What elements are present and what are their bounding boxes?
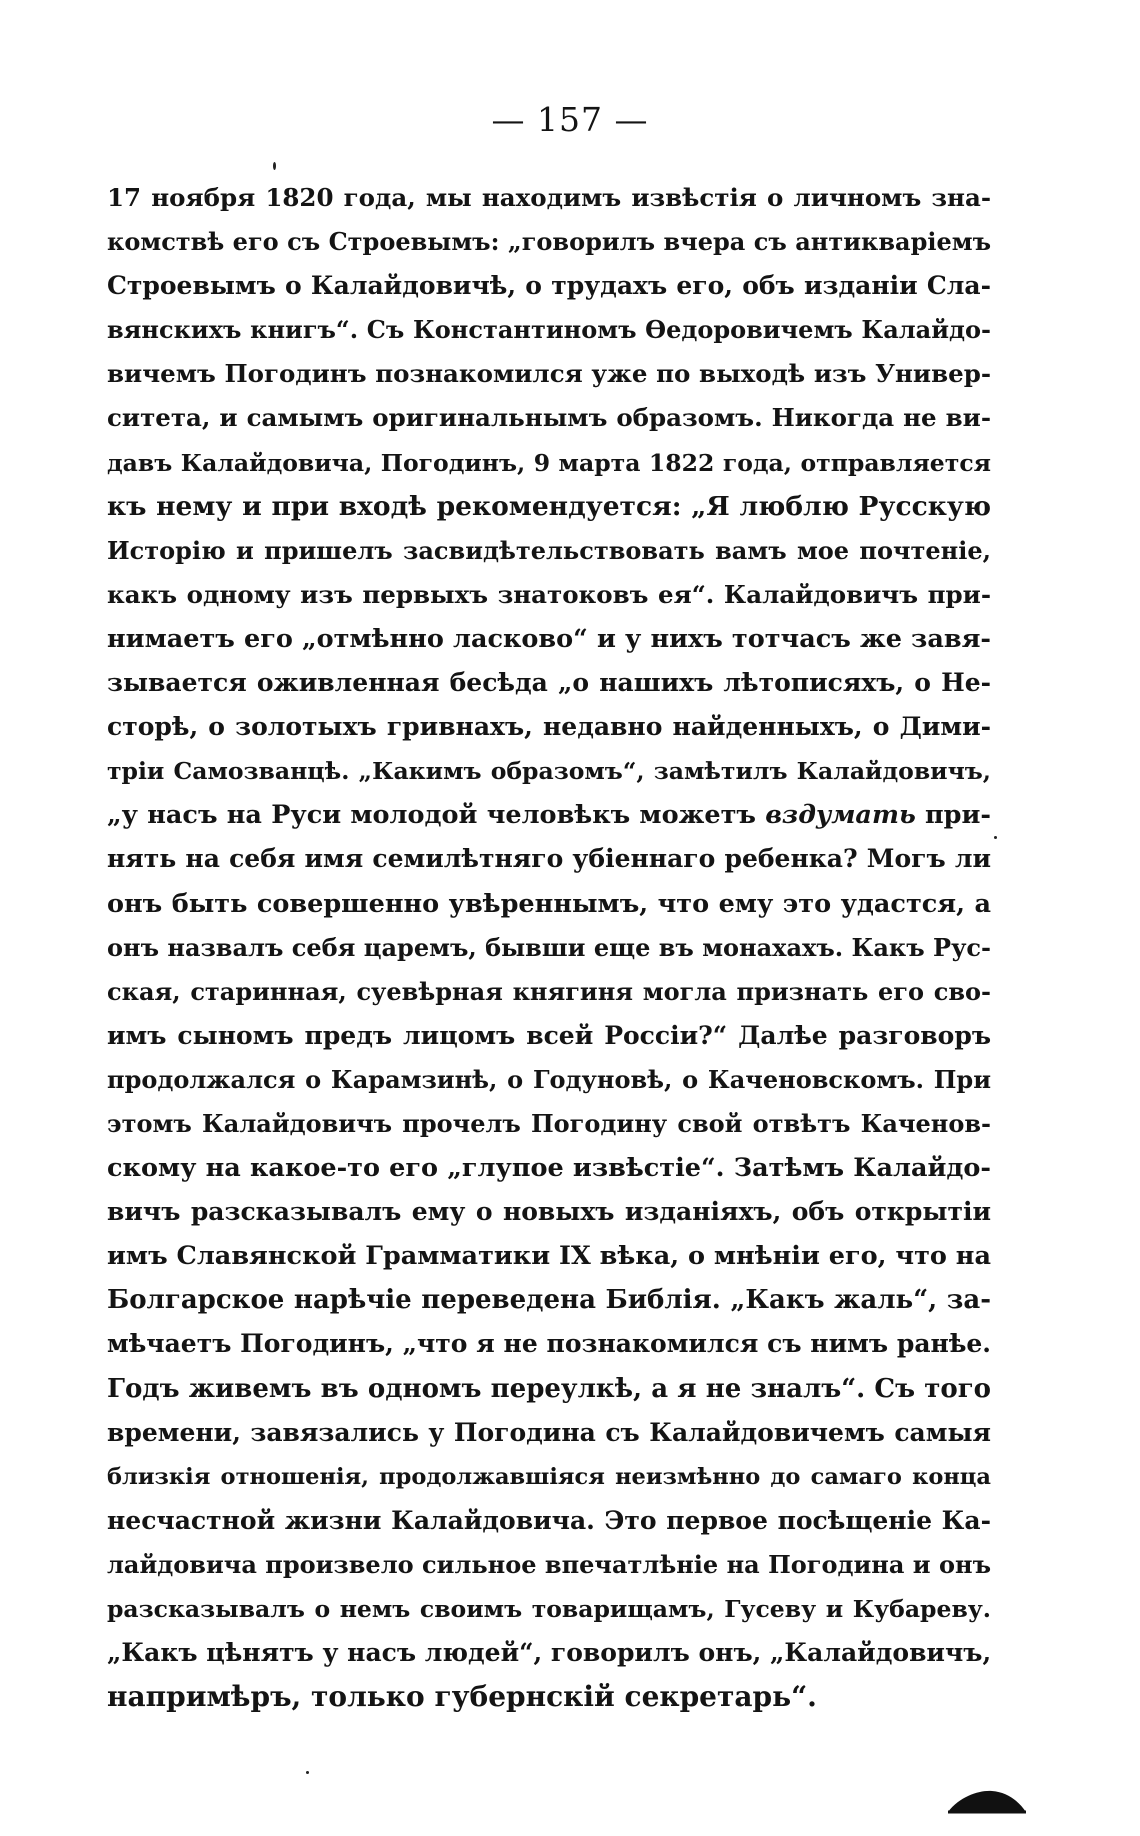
text-line-with-italic [107,793,991,837]
text-line: вичемъ Погодинъ познакомился уже по выходѣ изъ Универ- [107,359,991,389]
print-speck [273,162,276,170]
corner-ornament-icon [946,1788,1028,1814]
text-line: близкія отношенія, продолжавшіяся неизмѣнно до самаго конца [107,1463,991,1490]
text-line: тріи Самозванцѣ. „Какимъ образомъ“, замѣтилъ Калайдовичъ, [107,757,991,786]
text-line-last: напримѣръ, только губернскій секретарь“. [107,1680,817,1714]
text-line: скому на какое-то его „глупое извѣстіе“. Затѣмъ Калайдо- [107,1153,991,1184]
text-line: Строевымъ о Калайдовичѣ, о трудахъ его, объ изданіи Сла- [107,271,991,301]
text-line: „Какъ цѣнятъ у насъ людей“, говорилъ онъ, „Калайдовичъ, [107,1638,991,1668]
print-speck [994,836,997,839]
text-line: продолжался о Карамзинѣ, о Годуновѣ, о Каченовскомъ. При [107,1064,991,1094]
text-line: къ нему и при входѣ рекомендуется: „Я люблю Русскую [107,490,991,522]
text-line: имъ сыномъ предъ лицомъ всей Россіи?“ Далѣе разговоръ [107,1020,991,1050]
text-segment: „у насъ на Руси молодой человѣкъ можетъ [107,800,766,831]
text-line: времени, завязались у Погодина съ Калайдовичемъ самыя [107,1417,991,1447]
text-line: ская, старинная, суевѣрная княгиня могла признать его сво- [107,976,991,1006]
text-line: мѣчаетъ Погодинъ, „что я не познакомился съ нимъ ранѣе. [107,1329,991,1359]
text-line: ситета, и самымъ оригинальнымъ образомъ. Никогда не ви- [107,403,991,433]
text-segment: при- [915,800,991,831]
text-line: вянскихъ книгъ“. Съ Константиномъ Ѳедоровичемъ Калайдо- [107,315,991,345]
print-speck [306,1771,309,1774]
text-line: зывается оживленная бесѣда „о нашихъ лѣтописяхъ, о Не- [107,668,991,698]
text-line: Болгарское нарѣчіе переведена Библія. „Какъ жаль“, за- [107,1285,991,1316]
text-line: вичъ разсказывалъ ему о новыхъ изданіяхъ, объ открытіи [107,1197,991,1227]
text-line: Годъ живемъ въ одномъ переулкѣ, а я не зналъ“. Съ того [107,1373,991,1404]
text-line: несчастной жизни Калайдовича. Это первое посѣщеніе Ка- [107,1505,991,1535]
text-line: разсказывалъ о немъ своимъ товарищамъ, Гусеву и Кубареву. [107,1595,991,1623]
text-line: комствѣ его съ Строевымъ: „говорилъ вчера съ антикваріемъ [107,227,991,257]
body-text [107,176,991,1719]
text-line: лайдовича произвело сильное впечатлѣніе на Погодина и онъ [107,1549,991,1579]
page-number: — 157 — [491,100,649,139]
text-line: нять на себя имя семилѣтняго убіеннаго ребенка? Могъ ли [107,844,991,874]
text-line: нимаетъ его „отмѣнно ласково“ и у нихъ тотчасъ же завя- [107,623,991,654]
text-line: имъ Славянской Грамматики IX вѣка, о мнѣніи его, что на [107,1241,991,1272]
text-line: Исторію и пришелъ засвидѣтельствовать вамъ мое почтеніе, [107,535,991,565]
text-line: онъ назвалъ себя царемъ, бывши еще въ монахахъ. Какъ Рус- [107,932,991,962]
text-line: какъ одному изъ первыхъ знатоковъ ея“. Калайдовичъ при- [107,579,991,609]
text-line: сторѣ, о золотыхъ гривнахъ, недавно найденныхъ, о Дими- [107,712,991,742]
text-line: этомъ Калайдовичъ прочелъ Погодину свой отвѣтъ Каченов- [107,1108,991,1138]
text-line: давъ Калайдовича, Погодинъ, 9 марта 1822 года, отправляется [107,448,991,477]
text-line: 17 ноября 1820 года, мы находимъ извѣстія о личномъ зна- [107,183,991,212]
italic-word: вздумать [765,800,916,831]
text-line: онъ быть совершенно увѣреннымъ, что ему это удастся, а [107,888,991,919]
